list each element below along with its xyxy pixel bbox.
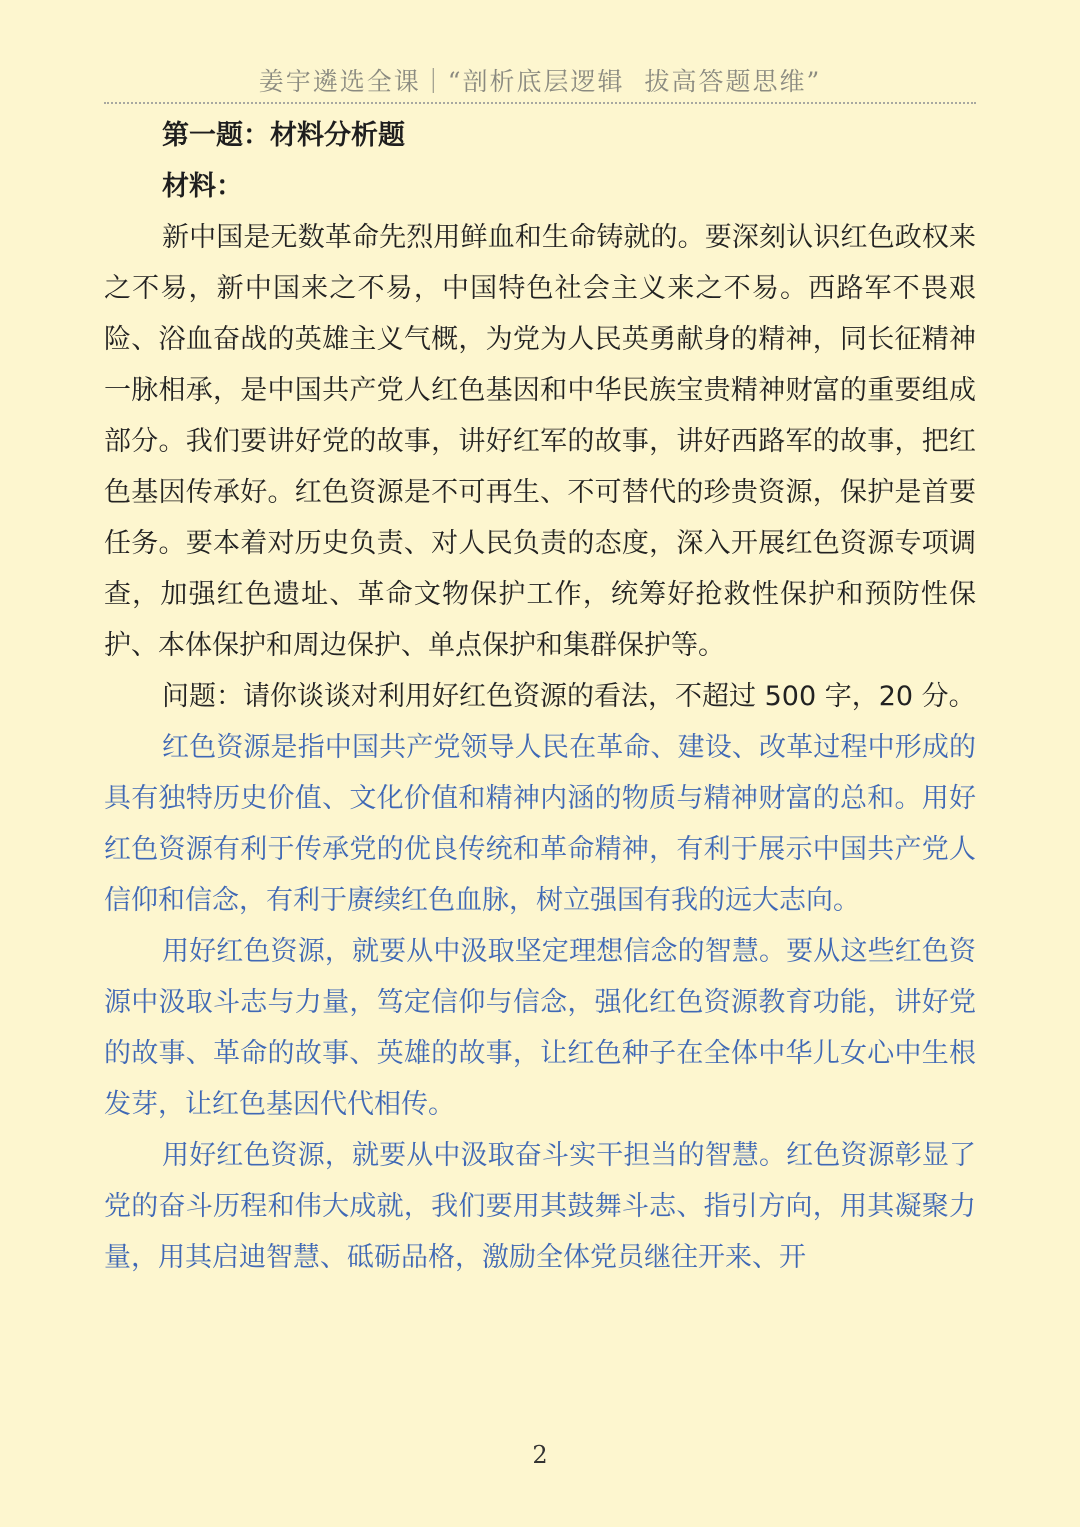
- answer-paragraph-2: 用好红色资源，就要从中汲取坚定理想信念的智慧。要从这些红色资源中汲取斗志与力量，笃定信仰与信念，强化红色资源教育功能，讲好党的故事、革命的故事、英雄的故事，让红色种子在全体中华儿女心中生根发芽，让红色基因代代相传。: [104, 936, 976, 1120]
- header-divider: [104, 102, 976, 104]
- question-title: 第一题：材料分析题: [162, 120, 405, 151]
- answer-paragraph-1: 红色资源是指中国共产党领导人民在革命、建设、改革过程中形成的具有独特历史价值、文化价值和精神内涵的物质与精神财富的总和。用好红色资源有利于传承党的优良传统和革命精神，有利于展示中国共产党人信仰和信念，有利于赓续红色血脉，树立强国有我的远大志向。: [104, 732, 976, 916]
- document-body: [104, 110, 976, 1283]
- question-prompt: 问题：请你谈谈对利用好红色资源的看法，不超过 500 字，20 分。: [162, 681, 976, 712]
- answer-paragraph-3: 用好红色资源，就要从中汲取奋斗实干担当的智慧。红色资源彰显了党的奋斗历程和伟大成就，我们要用其鼓舞斗志、指引方向，用其凝聚力量，用其启迪智慧、砥砺品格，激励全体党员继往开来、开: [104, 1140, 976, 1273]
- page-number: 2: [532, 1441, 548, 1469]
- running-header: 姜宇遴选全课｜“剖析底层逻辑 拔高答题思维”: [258, 67, 822, 96]
- material-paragraph: 新中国是无数革命先烈用鲜血和生命铸就的。要深刻认识红色政权来之不易，新中国来之不易，中国特色社会主义来之不易。西路军不畏艰险、浴血奋战的英雄主义气概，为党为人民英勇献身的精神，同长征精神一脉相承，是中国共产党人红色基因和中华民族宝贵精神财富的重要组成部分。我们要讲好党的故事，讲好红军的故事，讲好西路军的故事，把红色基因传承好。红色资源是不可再生、不可替代的珍贵资源，保护是首要任务。要本着对历史负责、对人民负责的态度，深入开展红色资源专项调查，加强红色遗址、革命文物保护工作，统筹好抢救性保护和预防性保护、本体保护和周边保护、单点保护和集群保护等。: [104, 222, 976, 661]
- material-label: 材料：: [162, 171, 243, 202]
